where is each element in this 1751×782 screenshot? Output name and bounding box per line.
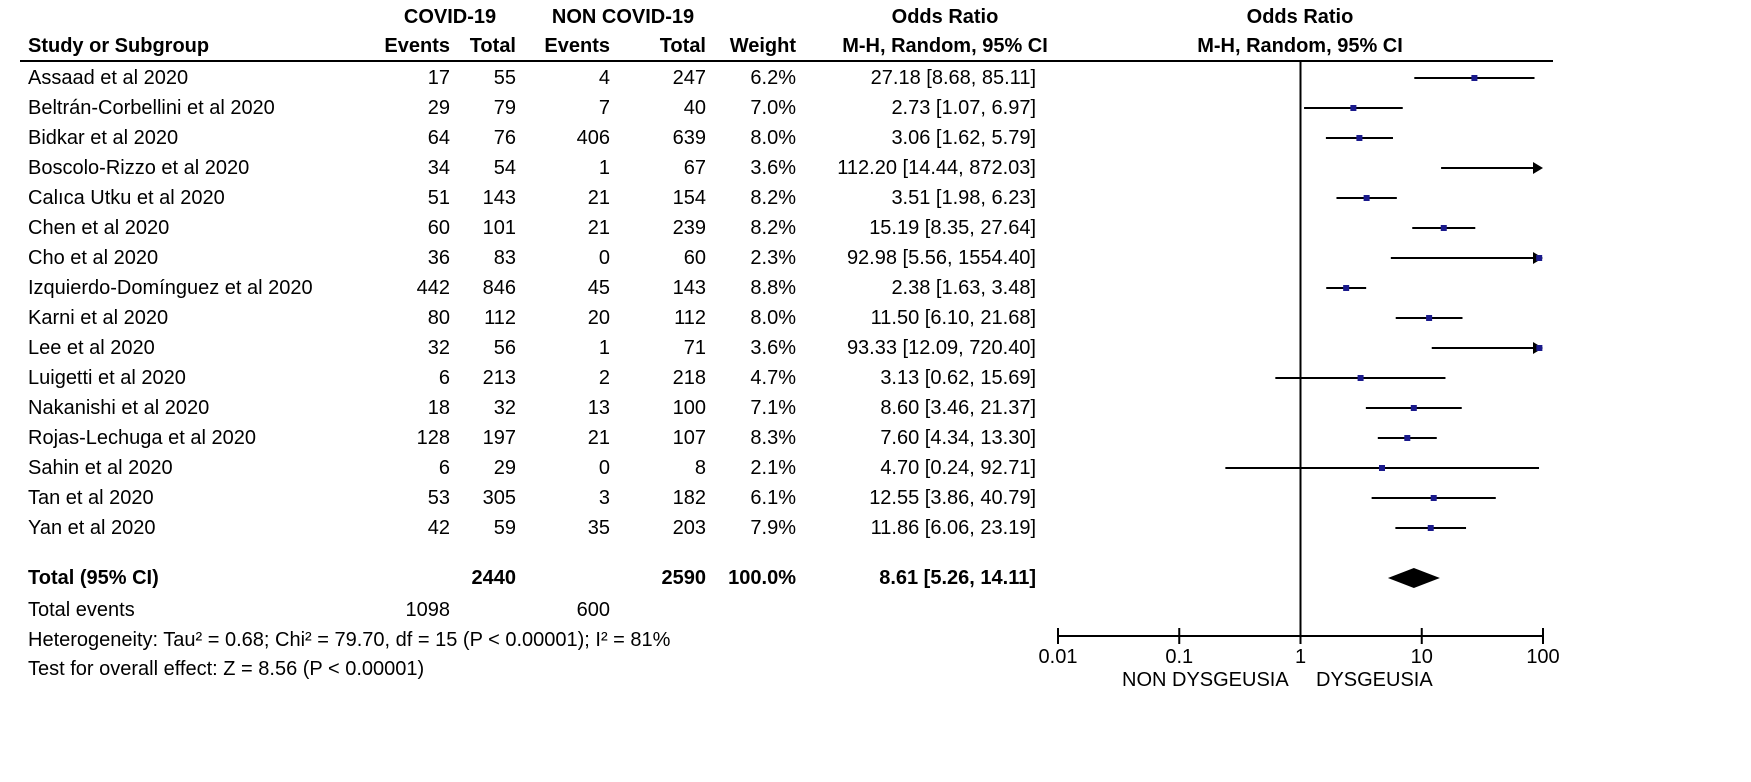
or-ci-cell: 11.50 [6.10, 21.68] [870, 307, 1036, 329]
weight-cell: 7.1% [750, 397, 796, 419]
total2-cell: 107 [672, 427, 706, 449]
study-name: Assaad et al 2020 [28, 67, 189, 89]
total1-cell: 59 [493, 517, 516, 539]
or-method-header: M-H, Random, 95% CI [842, 35, 1048, 57]
total1-cell: 79 [493, 97, 516, 119]
total2-cell: 60 [683, 247, 706, 269]
study-name: Chen et al 2020 [28, 217, 170, 239]
point-estimate [1536, 345, 1542, 351]
events2-cell: 21 [587, 427, 610, 449]
total2-cell: 100 [672, 397, 706, 419]
study-name: Yan et al 2020 [28, 517, 156, 539]
events1-cell: 64 [427, 127, 450, 149]
events2-cell: 0 [598, 457, 610, 479]
events2-cell: 13 [587, 397, 610, 419]
ci-arrow [1533, 162, 1543, 174]
events1-cell: 29 [427, 97, 450, 119]
heterogeneity-text: Heterogeneity: Tau² = 0.68; Chi² = 79.70, df = 15 (P < 0.00001); I² = 81% [28, 629, 671, 651]
weight-cell: 6.2% [750, 67, 796, 89]
point-estimate [1411, 405, 1417, 411]
weight-cell: 8.8% [750, 277, 796, 299]
total2-cell: 71 [683, 337, 706, 359]
events2-cell: 21 [587, 217, 610, 239]
total-row-ci: 8.61 [5.26, 14.11] [879, 567, 1036, 589]
events2-header: Events [544, 35, 610, 57]
total2-header: Total [659, 35, 706, 57]
point-estimate [1379, 465, 1385, 471]
x-tick-label: 1 [1294, 646, 1307, 668]
events2-cell: 0 [598, 247, 610, 269]
or-ci-cell: 4.70 [0.24, 92.71] [880, 457, 1036, 479]
plot-title-header: Odds Ratio [1246, 6, 1354, 28]
total-events-group1: 1098 [405, 599, 450, 621]
total1-cell: 55 [493, 67, 516, 89]
point-estimate [1428, 525, 1434, 531]
total1-cell: 32 [493, 397, 516, 419]
events2-cell: 406 [576, 127, 610, 149]
weight-cell: 8.0% [750, 307, 796, 329]
x-tick-label: 0.01 [1038, 646, 1078, 668]
total-row-total2: 2590 [661, 567, 706, 589]
total1-cell: 213 [482, 367, 516, 389]
or-ci-cell: 112.20 [14.44, 872.03] [837, 157, 1036, 179]
total2-cell: 67 [683, 157, 706, 179]
point-estimate [1350, 105, 1356, 111]
study-name: Lee et al 2020 [28, 337, 155, 359]
events2-cell: 35 [587, 517, 610, 539]
or-ci-cell: 92.98 [5.56, 1554.40] [846, 247, 1036, 269]
events2-cell: 2 [598, 367, 610, 389]
pooled-diamond [1388, 568, 1440, 588]
total-events-group2: 600 [576, 599, 610, 621]
or-ci-cell: 27.18 [8.68, 85.11] [870, 67, 1036, 89]
or-ci-cell: 15.19 [8.35, 27.64] [869, 217, 1036, 239]
events1-cell: 60 [427, 217, 450, 239]
events2-cell: 1 [598, 157, 610, 179]
total2-cell: 8 [694, 457, 706, 479]
total-row-weight: 100.0% [728, 567, 796, 589]
weight-cell: 7.9% [750, 517, 796, 539]
events1-cell: 51 [427, 187, 450, 209]
total1-cell: 143 [482, 187, 516, 209]
total2-cell: 639 [672, 127, 706, 149]
study-name: Beltrán-Corbellini et al 2020 [28, 97, 275, 119]
point-estimate [1356, 135, 1362, 141]
weight-cell: 8.2% [750, 217, 796, 239]
total2-cell: 218 [672, 367, 706, 389]
events2-cell: 4 [598, 67, 610, 89]
point-estimate [1343, 285, 1349, 291]
study-name: Luigetti et al 2020 [28, 367, 186, 389]
or-ci-cell: 2.38 [1.63, 3.48] [891, 277, 1036, 299]
events1-cell: 6 [438, 457, 450, 479]
events2-cell: 1 [598, 337, 610, 359]
study-name: Boscolo-Rizzo et al 2020 [28, 157, 250, 179]
study-name: Bidkar et al 2020 [28, 127, 179, 149]
or-ci-cell: 11.86 [6.06, 23.19] [870, 517, 1036, 539]
point-estimate [1441, 225, 1447, 231]
total1-cell: 29 [493, 457, 516, 479]
total1-cell: 56 [493, 337, 516, 359]
total1-header: Total [469, 35, 516, 57]
total-events-label: Total events [28, 599, 135, 621]
or-ci-cell: 12.55 [3.86, 40.79] [869, 487, 1036, 509]
or-title-header: Odds Ratio [891, 6, 999, 28]
weight-cell: 2.3% [750, 247, 796, 269]
weight-header: Weight [729, 35, 796, 57]
or-ci-cell: 3.13 [0.62, 15.69] [880, 367, 1036, 389]
or-ci-cell: 7.60 [4.34, 13.30] [880, 427, 1036, 449]
events1-header: Events [384, 35, 450, 57]
point-estimate [1404, 435, 1410, 441]
events2-cell: 21 [587, 187, 610, 209]
axis-right-label: DYSGEUSIA [1316, 669, 1433, 691]
total2-cell: 40 [683, 97, 706, 119]
study-name: Calıca Utku et al 2020 [28, 187, 225, 209]
point-estimate [1536, 255, 1542, 261]
total2-cell: 239 [672, 217, 706, 239]
total1-cell: 83 [493, 247, 516, 269]
or-ci-cell: 2.73 [1.07, 6.97] [891, 97, 1036, 119]
events1-cell: 42 [427, 517, 450, 539]
total1-cell: 305 [482, 487, 516, 509]
total-row-total1: 2440 [471, 567, 516, 589]
study-column-header: Study or Subgroup [28, 35, 210, 57]
x-tick-label: 100 [1526, 646, 1560, 668]
point-estimate [1431, 495, 1437, 501]
study-name: Izquierdo-Domínguez et al 2020 [28, 277, 313, 299]
total1-cell: 54 [493, 157, 516, 179]
weight-cell: 8.2% [750, 187, 796, 209]
study-name: Rojas-Lechuga et al 2020 [28, 427, 256, 449]
x-tick-label: 10 [1410, 646, 1433, 668]
or-ci-cell: 3.06 [1.62, 5.79] [891, 127, 1036, 149]
total2-cell: 247 [672, 67, 706, 89]
events2-cell: 7 [598, 97, 610, 119]
axis-left-label: NON DYSGEUSIA [1122, 669, 1289, 691]
total1-cell: 112 [484, 307, 516, 329]
total1-cell: 197 [482, 427, 516, 449]
or-ci-cell: 8.60 [3.46, 21.37] [880, 397, 1036, 419]
study-name: Cho et al 2020 [28, 247, 159, 269]
events2-cell: 3 [598, 487, 610, 509]
point-estimate [1471, 75, 1477, 81]
or-ci-cell: 93.33 [12.09, 720.40] [846, 337, 1036, 359]
events1-cell: 18 [427, 397, 450, 419]
total2-cell: 182 [672, 487, 706, 509]
total-row-label: Total (95% CI) [28, 567, 159, 589]
study-name: Nakanishi et al 2020 [28, 397, 210, 419]
events1-cell: 128 [416, 427, 450, 449]
events1-cell: 32 [427, 337, 450, 359]
weight-cell: 6.1% [750, 487, 796, 509]
events1-cell: 36 [427, 247, 450, 269]
point-estimate [1426, 315, 1432, 321]
group1-header: COVID-19 [403, 6, 497, 28]
overall-effect-text: Test for overall effect: Z = 8.56 (P < 0.00001) [28, 658, 425, 680]
total2-cell: 154 [672, 187, 706, 209]
weight-cell: 3.6% [750, 157, 796, 179]
weight-cell: 7.0% [750, 97, 796, 119]
events1-cell: 6 [438, 367, 450, 389]
weight-cell: 8.3% [750, 427, 796, 449]
weight-cell: 2.1% [750, 457, 796, 479]
total2-cell: 203 [672, 517, 706, 539]
total1-cell: 76 [493, 127, 516, 149]
events1-cell: 442 [416, 277, 450, 299]
events1-cell: 53 [427, 487, 450, 509]
plot-method-header: M-H, Random, 95% CI [1197, 35, 1403, 57]
point-estimate [1364, 195, 1370, 201]
study-name: Tan et al 2020 [28, 487, 154, 509]
x-tick-label: 0.1 [1165, 646, 1194, 668]
events1-cell: 34 [427, 157, 450, 179]
weight-cell: 4.7% [750, 367, 796, 389]
study-name: Sahin et al 2020 [28, 457, 173, 479]
events2-cell: 45 [587, 277, 610, 299]
weight-cell: 8.0% [750, 127, 796, 149]
weight-cell: 3.6% [750, 337, 796, 359]
total2-cell: 143 [672, 277, 706, 299]
events1-cell: 17 [427, 67, 450, 89]
study-name: Karni et al 2020 [28, 307, 169, 329]
events1-cell: 80 [427, 307, 450, 329]
group2-header: NON COVID-19 [551, 6, 695, 28]
or-ci-cell: 3.51 [1.98, 6.23] [891, 187, 1036, 209]
point-estimate [1358, 375, 1364, 381]
events2-cell: 20 [587, 307, 610, 329]
total1-cell: 846 [482, 277, 516, 299]
total2-cell: 112 [674, 307, 706, 329]
total1-cell: 101 [482, 217, 516, 239]
